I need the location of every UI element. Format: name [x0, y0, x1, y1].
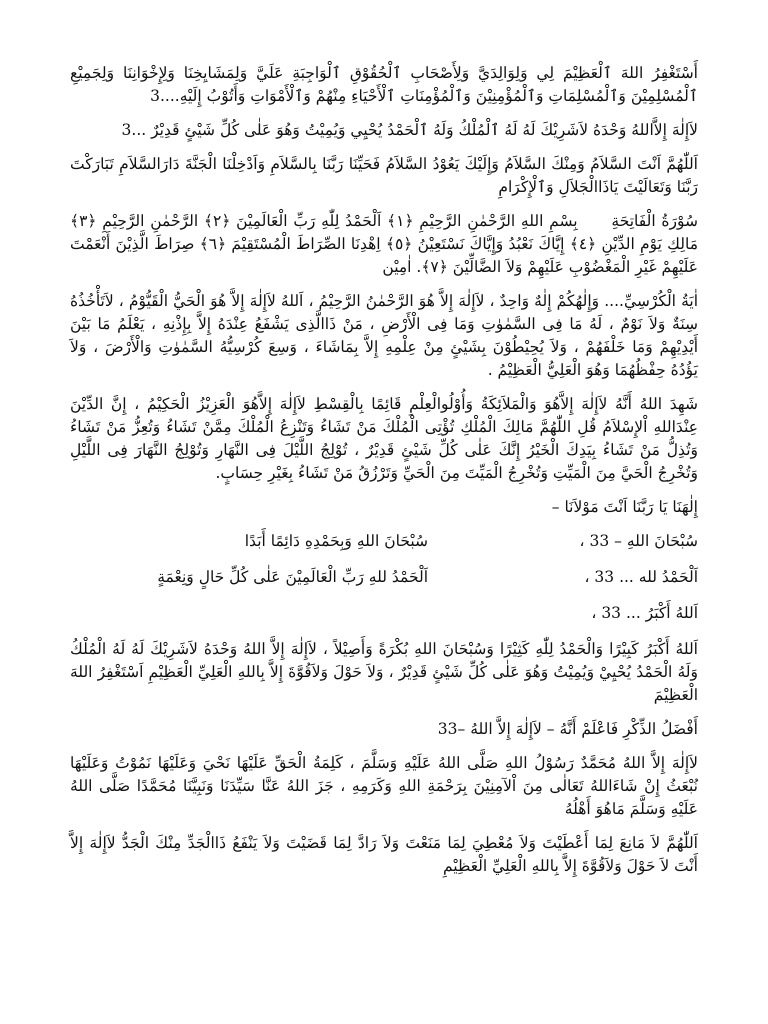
allahuakbar-count: اَللهُ أَكْبَرُ ... 33 ، — [591, 604, 698, 622]
ayat-kursi-text: وَإِلٰهُكُمْ إِلٰهٌ وَاحِدٌ ، لاَإِلٰهَ إِلاَّ هُوَ الرَّحْمٰنُ الرَّحِيْمُ ، اَللهُ لاَإِلٰهَ إِلاَّ هُوَ الْحَيُّ الْقَيُّوْمُ ، لاَتَأْخُذُهُ سِنَةٌ وَلاَ نَوْمٌ ، لَهُ مَا فِى السَّمٰوٰتِ وَمَا فِى الْأَرْضِ ، مَنْ ذَاالَّذِى يَشْفَعُ عِنْدَهُ إِلاَّ بِإِذْنِهِ ، يَعْلَمُ مَا بَيْنَ أَيْدِيْهِمْ وَمَا خَلْفَهُمْ ، وَلاَ يُحِيْطُوْنَ بِشَيْئٍ مِنْ عِلْمِهِ إِلاَّ بِمَاشَاءَ ، وَسِعَ كُرْسِيُّهُ السَّمٰوٰتِ وَالْأَرْضَ ، وَلاَ يَؤُدُهُ حِفْظُهُمَا وَهُوَ الْعَلِيُّ الْعَظِيْمُ . — [70, 292, 698, 379]
ilahana-line: إِلٰهَنَا يَا رَبَّنَا اَنْتَ مَوْلاَنَا – — [551, 498, 698, 516]
salam-prayer-paragraph: اَللّٰهُمَّ اَنْتَ السَّلاَمُ وَمِنْكَ السَّلاَمُ وَإِلَيْكَ يَعُوْدُ السَّلاَمُ فَحَيِّنَا رَبَّنَا بِالسَّلاَمِ وَاَدْخِلْنَا الْجَنَّةَ دَارَالسَّلاَمِ تَبَارَكْتَ رَبَّنَا وَتَعَالَيْتَ يَاذَاالْجَلاَلِ وَٱلْإِكْرَامِ — [70, 155, 698, 196]
la-mania-paragraph: اَللّٰهُمَّ لاَ مَانِعَ لِمَا أَعْطَيْتَ وَلاَ مُعْطِيَ لِمَا مَنَعْتَ وَلاَ رَادَّ لِمَا قَضَيْتَ وَلاَ يَنْفَعُ ذَاالْجَدِّ مِنْكَ الْجَدُّ لاَإِلٰهَ إِلاَّ أَنْتَ لاَ حَوْلَ وَلاَقُوَّةَ إِلاَّ بِاللهِ الْعَلِيِّ الْعَظِيْمِ — [70, 834, 698, 875]
tasbih-line-2 — [70, 566, 698, 589]
tasbih-line-1 — [70, 530, 698, 553]
ayat-kursi-paragraph — [70, 290, 698, 382]
shahida-paragraph: شَهِدَ اللهُ أَنَّهُ لاَإِلٰهَ إِلاَّهُوَ وَالْمَلاَئِكَةُ وَأُوْلُوالْعِلْمِ قَائِمًا بِالْقِسْطِ لاَإِلٰهَ إِلاَّهُوَ الْعَزِيْزُ الْحَكِيْمُ ، إِنَّ الدِّيْنَ عِنْدَاللهِ اْلإِسْلاَمُ قُلِ اللّٰهُمَّ مَالِكَ الْمُلْكِ تُؤْتِى الْمُلْكَ مَنْ تَشَاءُ وَتَنْزِعُ الْمُلْكَ مِمَّنْ تَشَاءُ وَتُعِزُّ مَنْ تَشَاءُ وَتُذِلُّ مَنْ تَشَاءُ بِيَدِكَ الْخَيْرُ إِنَّكَ عَلٰى كُلِّ شَيْئٍ قَدِيْرٌ ، تُوْلِجُ اللَّيْلَ فِى النَّهَارِ وَتُوْلِجُ النَّهَارَ فِى اللَّيْلِ وَتُخْرِجُ الْحَيَّ مِنَ الْمَيِّتِ وَتُخْرِجُ الْمَيِّتَ مِنَ الْحَيِّ وَتَرْزُقُ مَنْ تَشَاءُ بِغَيْرِ حِسَابٍ. — [70, 395, 698, 482]
subhanallah-count: سُبْحَانَ اللهِ – 33 ، — [579, 532, 698, 550]
takbir-paragraph: اَللهُ أَكْبَرُ كَبِيْرًا وَالْحَمْدُ لِلّٰهِ كَثِيْرًا وَسُبْحَانَ اللهِ بُكْرَةً وَأَصِيْلاً ، لاَإِلٰهَ إِلاَّ اللهُ وَحْدَهُ لاَشَرِيْكَ لَهُ لَهُ الْمُلْكُ وَلَهُ الْحَمْدُ يُحْيِيْ وَيُمِيْتُ وَهُوَ عَلٰى كُلِّ شَيْئٍ قَدِيْرٌ ، وَلاَ حَوْلَ وَلاَقُوَّةَ إِلاَّ بِاللهِ الْعَلِيِّ الْعَظِيْمِ اَسْتَغْفِرُ اللهَ الْعَظِيْمَ — [70, 640, 698, 704]
ayat-kursi-title: اٰيَةُ الْكُرْسِيِّ.... — [604, 292, 699, 310]
afdal-dhikr-line: أَفْضَلُ الذِّكْرِ فَاعْلَمْ أَنَّهُ – لاَإِلٰهَ إِلاَّ اللهُ –33 — [437, 720, 698, 738]
istighfar-paragraph: أَسْتَغْفِرُ اللهَ ٱلْعَظِيْمَ لِي وَلِوَالِدَيَّ وَلِأَصْحَابِ ٱلْحُقُوْقِ ٱلْوَاجِبَةِ عَلَيَّ وَلِمَشَايِخِنَا وَلِإِخْوَانِنَا وَلِجَمِيْعِ ٱلْمُسْلِمِيْنَ وَٱلْمُسْلِمَاتِ وَٱلْمُؤْمِنِيْنَ وَٱلْمُؤْمِنَاتِ ٱلْأَحْيَاءِ مِنْهُمْ وَٱلْأَمْوَاتِ وَأَتُوْبُ إِلَيْهِ....3 — [70, 64, 698, 105]
tahlil-paragraph: لاَإِلٰهَ إِلاَّاللهُ وَحْدَهُ لاَشَرِيْكَ لَهُ لَهُ ٱلْمُلْكُ وَلَهُ ٱلْحَمْدُ يُحْيِي وَيُمِيْتُ وَهُوَ عَلٰى كُلِّ شَيْئٍ قَدِيْرٌ ...3 — [121, 121, 698, 139]
fatiha-text: بِسْمِ اللهِ الرَّحْمٰنِ الرَّحِيْمِ ﴿١﴾ اَلْحَمْدُ لِلّٰهِ رَبِّ الْعَالَمِيْنَ ﴿٢﴾ الرَّحْمٰنِ الرَّحِيْمِ ﴿٣﴾ مَالِكِ يَوْمِ الدِّيْنِ ﴿٤﴾ إِيَّاكَ نَعْبُدُ وَإِيَّاكَ نَسْتَعِيْنُ ﴿٥﴾ اِهْدِنَا الصِّرَاطَ الْمُسْتَقِيْمَ ﴿٦﴾ صِرَاطَ الَّذِيْنَ أَنْعَمْتَ عَلَيْهِمْ غَيْرِ الْمَغْضُوْبِ عَلَيْهِمْ وَلاَ الضَّالِّيْنَ ﴿٧﴾. اٰمِيْن — [70, 212, 698, 276]
alhamdulillah-count: اَلْحَمْدُ لله ... 33 ، — [584, 568, 698, 586]
tasbih-line-3 — [70, 602, 698, 625]
fatiha-title: سُوْرَةُ الْفَاتِحَةِ — [611, 212, 699, 230]
fatiha-paragraph — [70, 210, 698, 279]
shahada-paragraph: لاَإِلٰهَ إِلاَّ اللهُ مُحَمَّدٌ رَسُوْلُ اللهِ صَلَّى اللهُ عَلَيْهِ وَسَلَّمَ ، كَلِمَةُ الْحَقِّ عَلَيْهَا نَحْيَ وَعَلَيْهَا نَمُوْتُ وَعَلَيْهَا نُبْعَثُ إِنْ شَاءَاللهُ تَعَالٰى مِنَ اْلآمِنِيْنَ بِرَحْمَةِ اللهِ وَكَرَمِهِ ، جَزَ اللهُ عَنَّا سَيِّدَنَا وَنَبِيَّنَا مُحَمَّدًا صَلَّى اللهُ عَلَيْهِ وَسَلَّمَ مَاهُوَ أَهْلُهُ — [70, 754, 698, 818]
alhamdulillah-phrase: اَلْحَمْدُ للهِ رَبِّ الْعَالَمِيْنَ عَلٰى كُلِّ حَالٍ وَنِعْمَةٍ — [157, 568, 428, 586]
subhanallah-wabihamdihi: سُبْحَانَ اللهِ وَبِحَمْدِهِ دَائِمًا أَبَدًا — [244, 532, 428, 550]
